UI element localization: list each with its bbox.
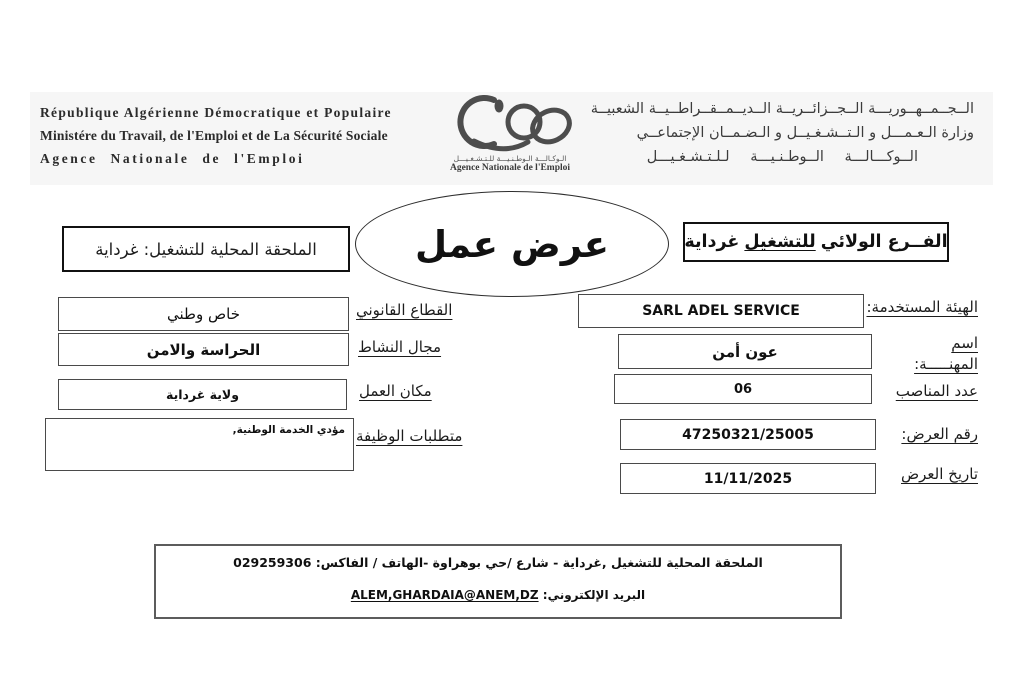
anem-logo [432, 94, 588, 173]
activity-field-value: الحراسة والامن [146, 340, 261, 359]
legal-sector-label: القطاع القانوني [356, 301, 453, 319]
branch-title-suffix: غرداية [684, 232, 740, 252]
legal-sector-value-box [58, 297, 349, 331]
positions-count-value: 06 [733, 381, 753, 397]
offer-number-label: رقم العرض: [901, 425, 978, 443]
branch-title-underlined: للتشغيل [744, 232, 816, 252]
job-requirements-value: مؤدي الخدمة الوطنية, [232, 424, 345, 436]
branch-title-prefix: الفــرع الولائي [820, 232, 948, 252]
workplace-value-box [58, 379, 347, 410]
logo-caption-arabic: الـوكـالـــة الـوطـنـيـــة للـتـشـغـيـــل [453, 154, 567, 163]
positions-count-value-box [614, 374, 872, 404]
local-annex-title: الملحقة المحلية للتشغيل: غرداية [95, 239, 317, 259]
employer-label: الهيئة المستخدمة: [866, 298, 978, 316]
job-requirements-label: متطلبات الوظيفة [356, 427, 463, 445]
ministry-line-fr: Ministére du Travail, de l'Emploi et de La Sécurité Sociale [40, 128, 388, 143]
offer-number-value-box [620, 419, 876, 450]
job-offer-oval [355, 191, 669, 297]
activity-field-label: مجال النشاط [358, 338, 442, 356]
footer-email-line [156, 588, 840, 602]
offer-date-label: تاريخ العرض [901, 465, 978, 483]
legal-sector-value: خاص وطني [167, 305, 240, 323]
wilaya-branch-box [683, 222, 949, 262]
agency-line-fr: Agence Nationale de l'Emploi [40, 151, 305, 166]
anem-logo-icon [432, 94, 588, 152]
employer-value: SARL ADEL SERVICE [642, 303, 800, 319]
email-label: البريد الإلكتروني: [542, 588, 646, 602]
header-french-block [40, 101, 440, 170]
job-offer-title: عرض عمل [414, 222, 610, 266]
offer-number-value: 47250321/25005 [682, 426, 814, 443]
profession-value-box [618, 334, 872, 369]
offer-date-value: 11/11/2025 [703, 470, 793, 487]
contact-footer-box [154, 544, 842, 619]
logo-caption-french: Agence Nationale de l'Emploi [449, 163, 571, 173]
positions-count-label: عدد المناصب [895, 382, 978, 400]
ministry-line-ar: وزارة الـعـمـــل و الـتــشـغـيــل و الـضـمــان الإجتماعــي [636, 125, 974, 141]
job-requirements-value-box [45, 418, 354, 471]
workplace-value: ولاية غرداية [166, 387, 239, 402]
workplace-label: مكان العمل [359, 382, 432, 400]
offer-date-value-box [620, 463, 876, 494]
email-value: ALEM,GHARDAIA@ANEM,DZ [350, 588, 539, 602]
local-annex-box [62, 226, 350, 272]
header-arabic-block [590, 97, 974, 169]
profession-label: اسم المهنـــــة: [914, 334, 978, 373]
activity-field-value-box [58, 333, 349, 366]
profession-value: عون أمن [712, 342, 778, 361]
republic-line-fr: République Algérienne Démocratique et Populaire [40, 105, 392, 120]
footer-address-phone: الملحقة المحلية للتشغيل ,غرداية - شارع /حي بوهراوة -الهاتف / الفاكس: 029259306 [233, 555, 763, 570]
republic-line-ar: الــجــمــهــوريـــة الــجــزائــريــة الــديــمــقــراطــيــة الشعبيــة [590, 101, 974, 117]
employer-value-box [578, 294, 864, 328]
agency-line-ar: الــوكـــالـــة الــوطـنـيـــة لـلـتـشـغـيـــل [646, 149, 918, 165]
